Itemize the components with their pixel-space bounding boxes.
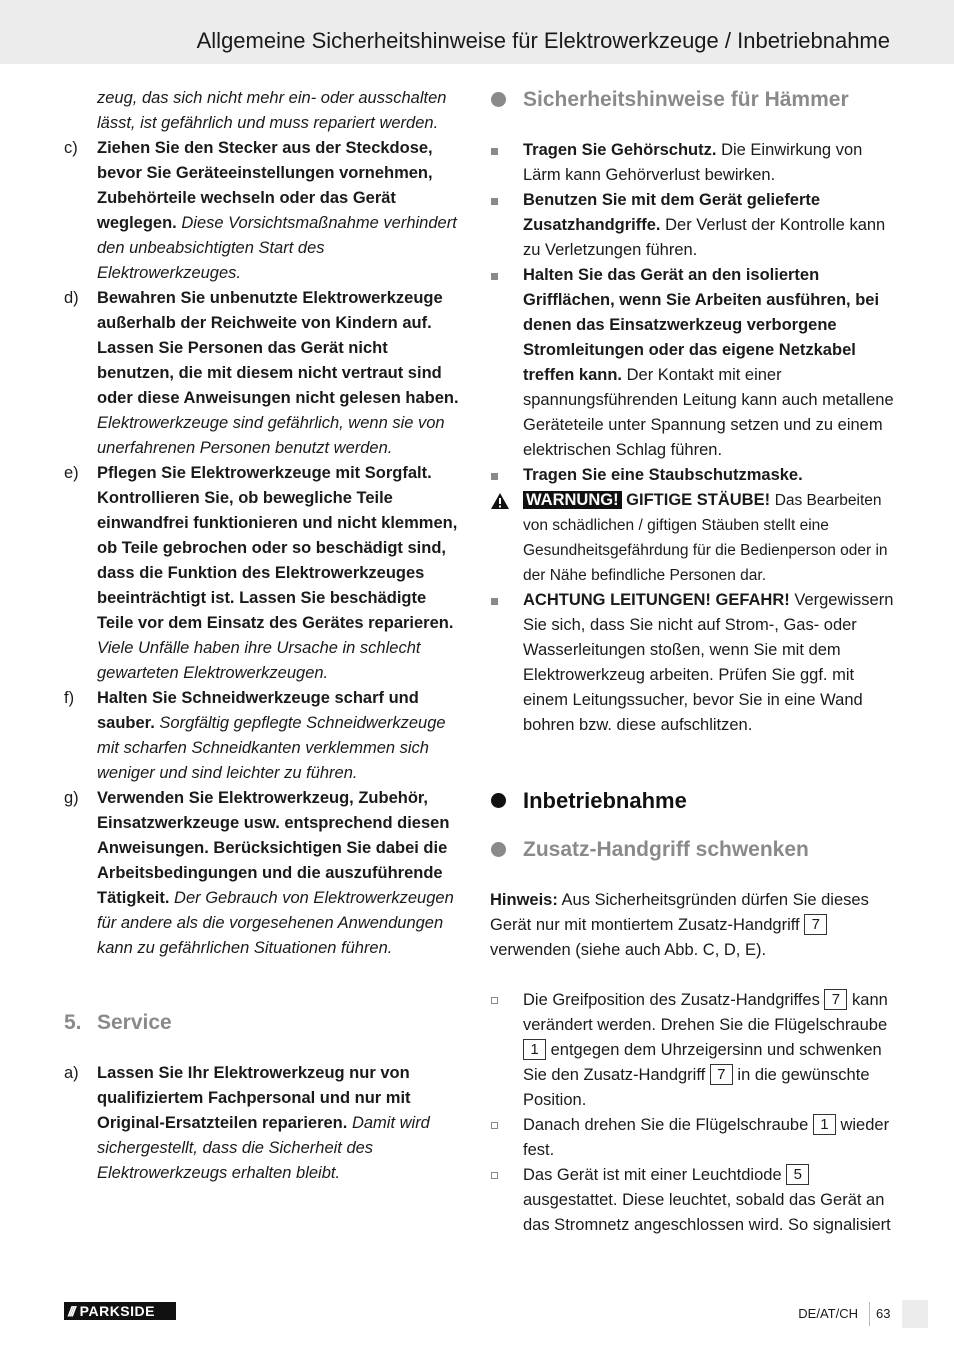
item-bold-text: Bewahren Sie unbenutzte Elektrowerkzeuge außerhalb der Reichweite von Kindern auf. Lassen Sie Personen das Gerät nicht benutzen, die mit diesem nicht vertraut sind oder diese Anweisungen nicht gelesen haben. xyxy=(97,289,459,407)
zusatz-handgriff-heading: Zusatz-Handgriff schwenken xyxy=(490,836,894,864)
heading-bullet-icon xyxy=(491,793,506,808)
hammer-item-handles: Benutzen Sie mit dem Gerät gelieferte Zusatzhandgriffe. Der Verlust der Kontrolle kann zu Verletzungen führen. xyxy=(490,188,894,263)
parkside-logo: /// PARKSIDE xyxy=(64,1302,176,1320)
list-item-e xyxy=(64,461,464,686)
footer-language: DE/AT/CH xyxy=(798,1306,858,1321)
item-italic-text: Sorgfältig gepflegte Schneidwerkzeuge mit scharfen Schneidkanten verklemmen sich weniger und sind leichter zu führen. xyxy=(97,714,446,782)
list-marker: f) xyxy=(64,689,75,707)
page-header xyxy=(0,0,954,64)
square-bullet-icon xyxy=(491,148,498,155)
heading-bullet-icon xyxy=(491,92,506,107)
hammer-list xyxy=(490,138,894,738)
square-bullet-icon xyxy=(491,273,498,280)
list-item-f xyxy=(64,686,464,786)
item-italic-text: Der Gebrauch von Elektrowerkzeugen für andere als die vorgesehenen Anwendungen kann zu gefährlichen Situationen führen. xyxy=(97,889,454,957)
item-bold-text: Pflegen Sie Elektrowerkzeuge mit Sorgfalt. Kontrollieren Sie, ob bewegliche Teile einwandfrei funktionieren und nicht klemmen, ob Teile gebrochen oder so beschädigt sind, dass die Funktion des Elektrowerkzeuges beeinträchtigt ist. Lassen Sie beschädigte Teile vor dem Einsatz des Gerätes reparieren. xyxy=(97,464,458,632)
item-italic-text: Elektrowerkzeuge sind gefährlich, wenn sie von unerfahrenen Personen benutzt werden. xyxy=(97,414,445,457)
list-marker: g) xyxy=(64,789,79,807)
hollow-square-bullet-icon xyxy=(491,997,498,1004)
item-bold-text: Verwenden Sie Elektrowerkzeug, Zubehör, Einsatzwerkzeuge usw. entsprechend diesen Anweisungen. Berücksichtigen Sie dabei die Arbeitsbedingungen und die auszuführende Tätigkeit. xyxy=(97,789,450,907)
service-number: 5. xyxy=(64,1011,82,1034)
service-item-a xyxy=(64,1061,464,1186)
page-number: 63 xyxy=(876,1306,891,1321)
service-title: Service xyxy=(97,1011,172,1034)
steps-list xyxy=(490,988,894,1238)
list-marker: c) xyxy=(64,139,78,157)
caution-cables: ACHTUNG LEITUNGEN! GEFAHR! Vergewissern Sie sich, dass Sie nicht auf Strom-, Gas- oder Wasserleitungen stoßen, wenn Sie mit dem Elektrowerkzeug arbeiten. Prüfen Sie ggf. mit einem Leitungssucher, bevor Sie in eine Wand bohren bzw. diese aufschlitzen. xyxy=(490,588,894,738)
square-bullet-icon xyxy=(491,473,498,480)
step-item: Die Greifposition des Zusatz-Handgriffes 7 kann verändert werden. Drehen Sie die Flügelschraube 1 entgegen dem Uhrzeigersinn und schwenken Sie den Zusatz-Handgriff 7 in die gewünschte Position. xyxy=(490,988,894,1113)
hollow-square-bullet-icon xyxy=(491,1122,498,1129)
warning-toxic-dust: WARNUNG! GIFTIGE STÄUBE! Das Bearbeiten von schädlichen / giftigen Stäuben stellt eine Gesundheitsgefährdung für die Bedienperson oder in der Nähe befindliche Personen dar. xyxy=(490,488,894,588)
part-ref-box: 7 xyxy=(804,914,827,935)
part-ref-box: 1 xyxy=(523,1039,546,1060)
page-title: Allgemeine Sicherheitshinweise für Elektrowerkzeuge / Inbetriebnahme xyxy=(196,28,890,53)
heading-bullet-icon xyxy=(491,842,506,857)
part-ref-box: 7 xyxy=(824,989,847,1010)
left-column xyxy=(64,86,464,1186)
item-italic-text: Damit wird sichergestellt, dass die Sicherheit des Elektrowerkzeugs erhalten bleibt. xyxy=(97,1114,430,1182)
item-bold-text: Ziehen Sie den Stecker aus der Steckdose, bevor Sie Geräteeinstellungen vornehmen, Zubehörteile wechseln oder das Gerät weglegen. xyxy=(97,139,433,232)
warning-triangle-icon xyxy=(490,492,510,510)
warning-label: WARNUNG! xyxy=(523,491,622,509)
item-bold-text: Halten Sie Schneidwerkzeuge scharf und sauber. xyxy=(97,689,419,732)
part-ref-box: 1 xyxy=(813,1114,836,1135)
right-column xyxy=(490,86,894,1238)
part-ref-box: 7 xyxy=(710,1064,733,1085)
note-paragraph: Hinweis: Aus Sicherheitsgründen dürfen Sie dieses Gerät nur mit montiertem Zusatz-Handgriff 7 verwenden (siehe auch Abb. C, D, E). xyxy=(490,891,869,959)
item-italic-text: Diese Vorsichtsmaßnahme verhindert den unbeabsichtigten Start des Elektrowerkzeuges. xyxy=(97,214,457,282)
footer-divider xyxy=(869,1302,870,1326)
service-heading xyxy=(64,1009,464,1037)
square-bullet-icon xyxy=(491,198,498,205)
list-item-d xyxy=(64,286,464,461)
hammer-item-insulated: Halten Sie das Gerät an den isolierten Grifflächen, wenn Sie Arbeiten ausführen, bei denen das Einsatzwerkzeug verborgene Stromleitungen oder das eigene Netzkabel treffen kann. Der Kontakt mit einer spannungsführenden Leitung kann auch metallene Geräteteile unter Spannung setzen und zu einem elektrischen Schlag führen. xyxy=(490,263,894,463)
list-marker: d) xyxy=(64,289,79,307)
list-item-c xyxy=(64,136,464,286)
square-bullet-icon xyxy=(491,598,498,605)
item-italic-text: Viele Unfälle haben ihre Ursache in schlecht gewarteten Elektrowerkzeugen. xyxy=(97,639,421,682)
list-marker: a) xyxy=(64,1064,79,1082)
hammer-safety-heading: Sicherheitshinweise für Hämmer xyxy=(490,86,894,114)
list-marker: e) xyxy=(64,464,79,482)
footer-corner-box xyxy=(902,1300,928,1328)
list-item-g xyxy=(64,786,464,961)
step-item: Danach drehen Sie die Flügelschraube 1 wieder fest. xyxy=(490,1113,894,1163)
step-item: Das Gerät ist mit einer Leuchtdiode 5 ausgestattet. Diese leuchtet, sobald das Gerät an das Stromnetz angeschlossen wird. So signalisiert xyxy=(490,1163,894,1238)
inbetriebnahme-heading: Inbetriebnahme xyxy=(490,786,894,816)
part-ref-box: 5 xyxy=(786,1164,809,1185)
item-bold-text: Lassen Sie Ihr Elektrowerkzeug nur von qualifiziertem Fachpersonal und nur mit Original-Ersatzteilen reparieren. xyxy=(97,1064,411,1132)
hollow-square-bullet-icon xyxy=(491,1172,498,1179)
hammer-item-hearing: Tragen Sie Gehörschutz. Die Einwirkung von Lärm kann Gehörverlust bewirken. xyxy=(490,138,894,188)
hammer-item-mask: Tragen Sie eine Staubschutzmaske. xyxy=(490,463,894,488)
intro-text: zeug, das sich nicht mehr ein- oder ausschalten lässt, ist gefährlich und muss repariert werden. xyxy=(97,89,447,132)
